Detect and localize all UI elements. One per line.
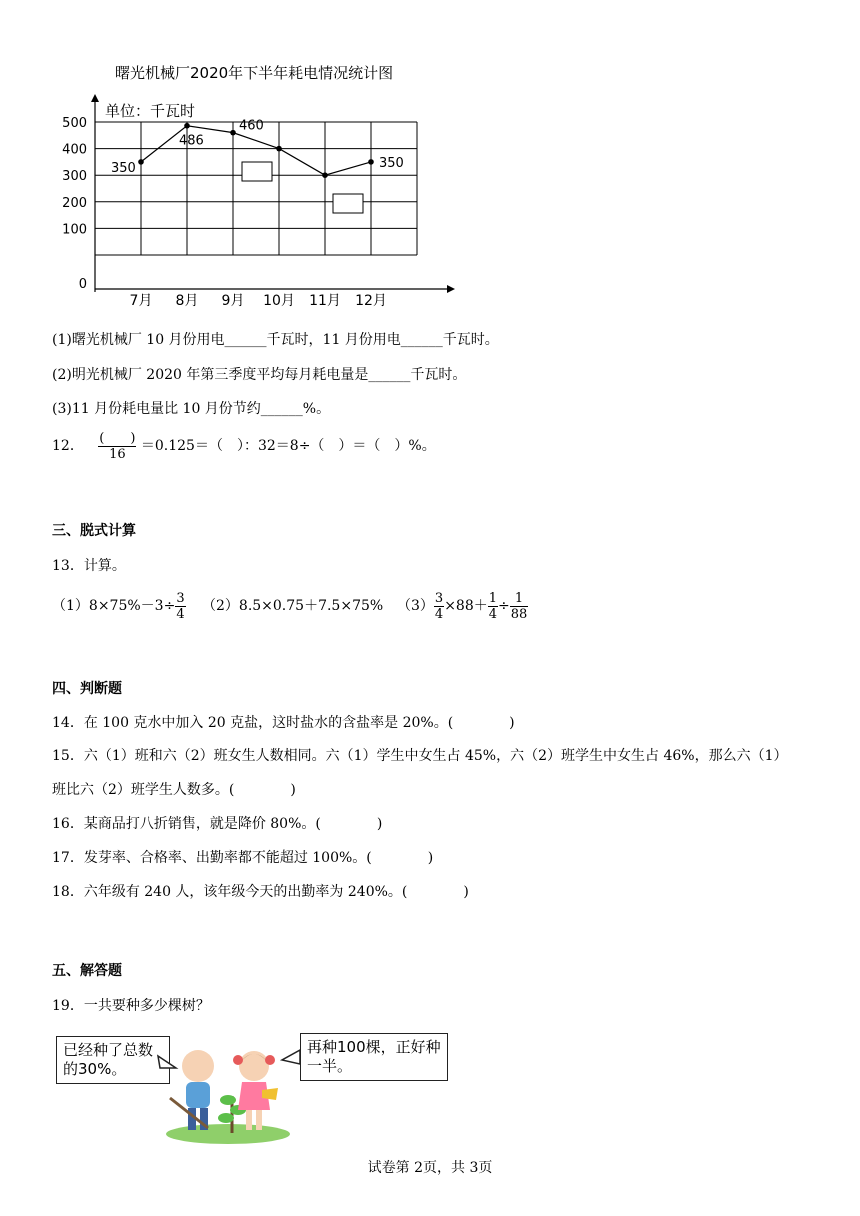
y-tick-label: 200 bbox=[62, 195, 87, 211]
question-13-item-1 bbox=[52, 588, 186, 624]
data-label: 460 bbox=[239, 118, 264, 134]
question-14: 14．在 100 克水中加入 20 克盐，这时盐水的含盐率是 20%。( ) bbox=[52, 715, 515, 731]
question-16: 16．某商品打八折销售，就是降价 80%。( ) bbox=[52, 816, 383, 832]
x-tick-label: 9月 bbox=[221, 293, 245, 309]
children-planting-illustration bbox=[150, 1038, 300, 1148]
question-18: 18．六年级有 240 人，该年级今天的出勤率为 240%。( ) bbox=[52, 884, 469, 900]
section-3-heading: 三、脱式计算 bbox=[52, 523, 136, 539]
fraction-numerator: ( ) bbox=[99, 430, 136, 446]
question-11-part-1: (1)曙光机械厂 10 月份用电______千瓦时，11 月份用电______千瓦时。 bbox=[52, 332, 499, 348]
section-4-heading: 四、判断题 bbox=[52, 681, 122, 697]
item-3-operator-2: ÷ bbox=[498, 598, 510, 614]
y-tick-label: 100 bbox=[62, 222, 87, 238]
data-label: 486 bbox=[179, 133, 204, 149]
page-footer: 试卷第 2页，共 3页 bbox=[367, 1160, 493, 1176]
item-3-label: （3） bbox=[397, 598, 434, 614]
unit-label: 单位：千瓦时 bbox=[105, 102, 196, 120]
item-3-fraction-1 bbox=[434, 591, 444, 622]
question-12 bbox=[52, 428, 436, 464]
x-tick-label: 11月 bbox=[309, 293, 341, 309]
item-3-fraction-3 bbox=[510, 591, 529, 622]
speech-bubble-left: 已经种了总数的30%。 bbox=[56, 1036, 170, 1084]
x-axis-arrow bbox=[447, 285, 455, 293]
speech-bubble-right: 再种100棵，正好种一半。 bbox=[300, 1033, 448, 1081]
chart-title: 曙光机械厂2020年下半年耗电情况统计图 bbox=[115, 64, 394, 82]
answer-box-november bbox=[333, 194, 363, 213]
fraction-numerator: 3 bbox=[434, 590, 444, 606]
fraction-numerator: 1 bbox=[488, 590, 498, 606]
item-3-operator-1: ×88＋ bbox=[444, 598, 488, 614]
data-point bbox=[322, 172, 328, 178]
data-point bbox=[368, 159, 374, 165]
data-point bbox=[184, 123, 190, 129]
x-tick-label: 12月 bbox=[355, 293, 387, 309]
fraction-numerator: 3 bbox=[176, 590, 185, 606]
answer-box-october bbox=[242, 162, 272, 181]
data-label: 350 bbox=[379, 155, 404, 171]
x-tick-label: 10月 bbox=[263, 293, 295, 309]
item-1-expression: （1）8×75%－3÷ bbox=[52, 598, 176, 614]
question-11-part-2: (2)明光机械厂 2020 年第三季度平均每月耗电量是______千瓦时。 bbox=[52, 367, 467, 383]
fraction-denominator: 4 bbox=[488, 606, 498, 622]
question-13: 13．计算。 bbox=[52, 558, 126, 574]
x-tick-label: 8月 bbox=[175, 293, 199, 309]
y-tick-label: 300 bbox=[62, 169, 87, 185]
y-axis-arrow bbox=[91, 94, 99, 102]
question-12-fraction bbox=[98, 431, 136, 462]
item-3-fraction-2 bbox=[488, 591, 498, 622]
fraction-numerator: 1 bbox=[510, 591, 529, 607]
item-1-fraction bbox=[175, 591, 185, 622]
fraction-denominator: 16 bbox=[109, 446, 126, 462]
line-chart bbox=[55, 92, 525, 342]
y-tick-label: 0 bbox=[78, 277, 87, 292]
y-tick-label: 400 bbox=[62, 142, 87, 158]
question-12-rest: ＝0.125＝（ ）：32＝8÷（ ）＝（ ）%。 bbox=[140, 438, 436, 454]
question-17: 17．发芽率、合格率、出勤率都不能超过 100%。( ) bbox=[52, 850, 434, 866]
question-11-part-3: (3)11 月份耗电量比 10 月份节约______%。 bbox=[52, 401, 331, 417]
data-point bbox=[138, 159, 144, 165]
data-point bbox=[276, 146, 282, 152]
y-tick-label: 500 bbox=[62, 116, 87, 131]
question-12-number: 12． bbox=[52, 438, 84, 454]
question-15-line-2: 班比六（2）班学生人数多。( ) bbox=[52, 782, 296, 798]
x-tick-label: 7月 bbox=[129, 293, 153, 309]
section-5-heading: 五、解答题 bbox=[52, 963, 122, 979]
question-13-item-3 bbox=[397, 588, 528, 624]
question-13-item-2: （2）8.5×0.75＋7.5×75% bbox=[202, 598, 384, 614]
data-label: 350 bbox=[111, 160, 136, 176]
fraction-denominator: 4 bbox=[176, 606, 185, 622]
data-point bbox=[230, 130, 236, 136]
fraction-denominator: 88 bbox=[510, 606, 528, 622]
question-19: 19．一共要种多少棵树？ bbox=[52, 998, 210, 1014]
question-15-line-1: 15．六（1）班和六（2）班女生人数相同。六（1）学生中女生占 45%，六（2）班学生中女生占 46%，那么六（1） bbox=[52, 748, 788, 764]
fraction-denominator: 4 bbox=[434, 606, 444, 622]
